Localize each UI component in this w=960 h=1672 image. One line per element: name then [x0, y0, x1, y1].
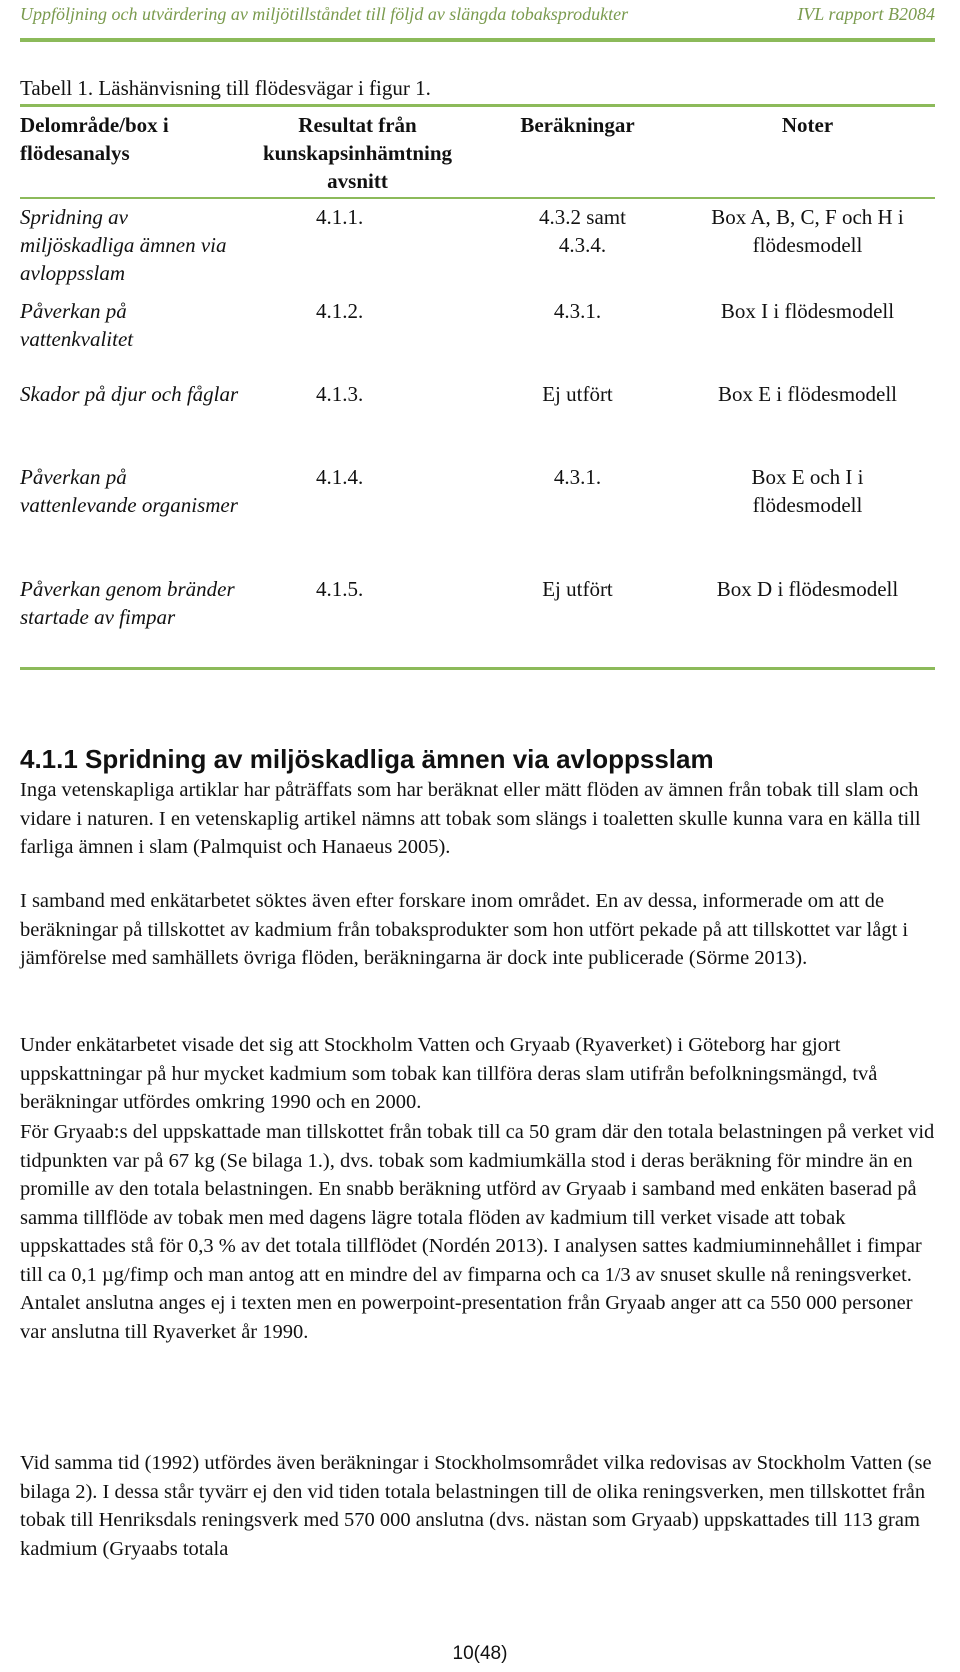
column-header: Delområde/box i flödesanalys: [20, 113, 169, 165]
table-cell: Box D i flödesmodell: [716, 577, 899, 601]
table-cell: 4.1.3.: [316, 382, 364, 406]
body-paragraph: Inga vetenskapliga artiklar har påträffats som har beräknat eller mätt flöden av ämnen från tobak till slam och vidare i naturen. I en vetenskaplig artikel nämns att tobak som slängs i toaletten skulle kunna vara en källa till farliga ämnen i slam (Palmquist och Hanaeus 2005).: [20, 779, 921, 858]
table-row: [20, 575, 935, 667]
table-cell: 4.3.2 samt 4.3.4.: [539, 205, 626, 257]
column-header: Noter: [781, 113, 834, 137]
table-cell: 4.3.1.: [553, 299, 602, 323]
table-cell: Spridning av miljöskadliga ämnen via avloppsslam: [20, 205, 227, 285]
table-cell: Box I i flödesmodell: [720, 299, 895, 323]
table-cell: Ej utfört: [542, 382, 613, 406]
table-cell: 4.1.1.: [316, 205, 364, 229]
table-cell: Påverkan på vattenkvalitet: [20, 299, 134, 351]
page-number: 10(48): [452, 1643, 508, 1664]
table-cell: 4.1.2.: [316, 299, 364, 323]
table-row: [20, 380, 935, 463]
table-header-row: [20, 107, 935, 199]
header-report-number: IVL rapport B2084: [797, 4, 935, 24]
body-paragraph: Under enkätarbetet visade det sig att Stockholm Vatten och Gryaab (Ryaverket) i Göteborg har gjort uppskattningar på hur mycket kadmium som tobak kan tillföra deras slam utifrån befolkningsmängd, två beräkningar utfördes omkring 1990 och en 2000.: [20, 1034, 878, 1113]
table-cell: Box A, B, C, F och H i flödesmodell: [711, 205, 904, 257]
body-paragraph: Vid samma tid (1992) utfördes även beräkningar i Stockholmsområdet vilka redovisas av Stockholm Vatten (se bilaga 2). I dessa står tyvärr ej den vid tiden totala belastningen till de olika reningsverken, men tillskottet från tobak till Henriksdals reningsverk med 570 000 anslutna (dvs. nästan som Gryaab) uppskattades till 113 gram kadmium (Gryaabs totala: [20, 1452, 932, 1560]
table-cell: 4.1.4.: [316, 465, 364, 489]
table-row: [20, 297, 935, 380]
table-cell: Påverkan på vattenlevande organismer: [20, 465, 238, 517]
body-paragraph: För Gryaab:s del uppskattade man tillskottet från tobak till ca 50 gram där den totala belastningen på verket vid tidpunkten var på 67 kg (Se bilaga 1.), dvs. tobak som kadmiumkälla stod i deras beräkning för mindre än en promille av den totala belastningen. En snabb beräkning utförd av Gryaab i samband med enkäten baserad på samma tillflöde av tobak men med dagens lägre totala flöden av kadmium till verket visade att tobak uppskattades stå för 0,3 % av det totala tillflödet (Nordén 2013). I analysen sattes kadmiuminnehållet i fimpar till ca 0,1 µg/fimp och man antog att en mindre del av fimparna och ca 1/3 av snuset skulle nå reningsverket. Antalet anslutna anges ej i texten men en powerpoint-presentation från Gryaab anger att ca 550 000 personer var anslutna till Ryaverket år 1990.: [20, 1121, 935, 1343]
table-cell: 4.3.1.: [553, 465, 602, 489]
table-cell: Ej utfört: [542, 577, 613, 601]
table-cell: Box E och I i flödesmodell: [751, 465, 864, 517]
table-cell: Skador på djur och fåglar: [20, 382, 239, 406]
header-title: Uppföljning och utvärdering av miljötillståndet till följd av slängda tobaksprodukter: [20, 4, 629, 24]
table-cell: Box E i flödesmodell: [717, 382, 898, 406]
running-header: [20, 4, 935, 42]
section-heading: 4.1.1 Spridning av miljöskadliga ämnen via avloppsslam: [20, 744, 714, 774]
table-cell: 4.1.5.: [316, 577, 364, 601]
table-row: [20, 199, 935, 297]
table-row: [20, 463, 935, 575]
table-cell: Påverkan genom bränder startade av fimpar: [20, 577, 235, 629]
column-header: Beräkningar: [520, 113, 635, 137]
column-header: Resultat från kunskapsinhämtning avsnitt: [262, 113, 453, 193]
table-caption: Tabell 1. Läshänvisning till flödesvägar i figur 1.: [20, 76, 431, 100]
body-paragraph: I samband med enkätarbetet söktes även efter forskare inom området. En av dessa, informerade om att de beräkningar på tillskottet av kadmium från tobaksprodukter som hon utfört pekade på att tillskottet var lågt i jämförelse med samhällets övriga flöden, beräkningarna är dock inte publicerade (Sörme 2013).: [20, 890, 909, 969]
reading-guide-table: [20, 104, 935, 670]
